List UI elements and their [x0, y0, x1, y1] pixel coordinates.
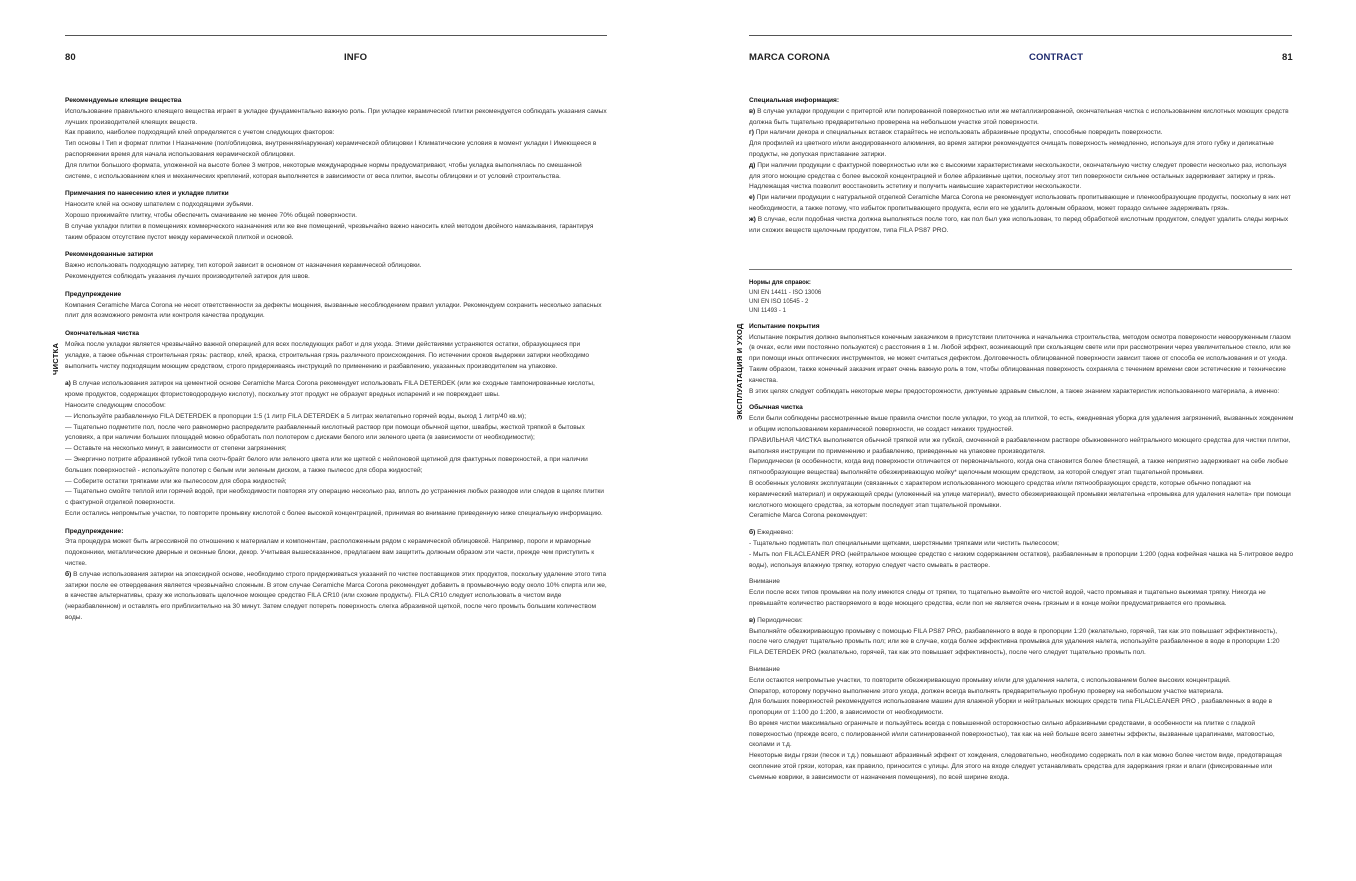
- norm-item: UNI EN ISO 10545 - 2: [749, 298, 809, 305]
- paragraph: Ceramiche Marca Corona рекомендует:: [749, 512, 868, 520]
- item-label: в): [749, 107, 756, 115]
- item-label: б): [749, 529, 756, 537]
- brand-name: MARCA CORONA: [749, 52, 831, 63]
- paragraph: [749, 215, 1294, 237]
- top-rule: [749, 35, 1292, 36]
- block-title: Примечания по нанесению клея и укладке плитки: [65, 190, 229, 198]
- item-label: ж): [749, 215, 756, 223]
- paragraph: В этих целях следует соблюдать некоторые меры предосторожности, диктуемые здравым смыслом, а также знанием характеристик использованного материала, а именно:: [749, 387, 1280, 395]
- block-title: Окончательная чистка: [65, 330, 140, 338]
- block-warning-2: [65, 527, 607, 570]
- paragraph: — Энергично потрите абразивной губкой типа скотч-брайт белого или зеленого цвета или же щеткой с нейлоновой щетиной для фактурных поверхностей, а при наличии больших поверхностей - используйте полотер с белым или зеленым диском, а также пылесос для сбора жидкостей;: [65, 455, 588, 474]
- paragraph: Использование правильного клеящего вещества играет в укладке фундаментально важную роль. При укладке керамической плитки рекомендуется соблюдать указания самых лучших производителей клеящих веществ.: [65, 107, 607, 126]
- paragraph: Для плитки большого формата, уложенной на высоте более 3 метров, некоторые международные нормы предусматривают, чтобы укладка выполнялась по смешанной системе, с использованием клея и механических креплений, которая выполняется в зависимости от веса плитки, высоты облицовки и от условий строительства.: [65, 161, 582, 180]
- paragraph: — Используйте разбавленную FILA DETERDEK в пропорции 1:5 (1 литр FILA DETERDEK в 5 литрах желательно горячей воды, выход 1 литр/40 кв.м);: [65, 412, 527, 420]
- paragraph: Компания Ceramiche Marca Corona не несет ответственности за дефекты мощения, вызванные несоблюдением правил укладки. Рекомендуем сохранить несколько запасных плит для возможного ремонта или контроля качества продукции.: [65, 301, 602, 320]
- block-title: Специальная информация:: [749, 97, 840, 104]
- paragraph: — Тщательно смойте теплой или горячей водой, при необходимости повторяя эту операцию несколько раз, вплоть до устранения любых разводов или следов в щелях плитки с фактурной отделкой поверхности.: [65, 488, 604, 507]
- item-text: При наличии продукции с натуральной отделкой Ceramiche Marca Corona не рекомендует использовать пропитывающие и пленкообразующие продукты, поскольку в них нет необходимости, а также потому, что избыток пропитывающего продукта, если его не удалить должным образом, может гораздо сильнее задерживать грязь.: [749, 194, 1291, 212]
- block-adhesive-notes: [65, 189, 607, 243]
- block-title: Испытание покрытия: [749, 322, 820, 330]
- item-label: в): [749, 616, 756, 624]
- item-text: В случае использования затирок на цементной основе Ceramiche Marca Corona рекомендует использовать FILA DETERDEK (или же сходные тампонированные кислоты, кроме продуктов, содержащих фтористоводородную кислоту), поскольку этот продукт не образует вредных испарений и не повреждает швы.: [65, 380, 595, 399]
- item-label: е): [749, 194, 755, 202]
- paragraph: Для больших поверхностей рекомендуется использование машин для влажной уборки и нейтральных моющих средств типа FILACLEANER PRO , разбавленных в воде в пропорции от 1:100 до 1:200, в зависимости от необходимости.: [749, 698, 1273, 717]
- item-text: Ежедневно:: [755, 529, 794, 537]
- paragraph: - Тщательно подметать пол специальными щетками, шерстяными тряпками или чистить пылесосом;: [749, 539, 1059, 547]
- block-title: Внимание: [749, 665, 780, 673]
- section-label: CONTRACT: [1029, 52, 1084, 63]
- section-header: INFO: [344, 52, 368, 63]
- paragraph: Оператор, которому поручено выполнение этого ухода, должен всегда выполнять предварительную пробную проверку на небольшом участке материала.: [749, 687, 1224, 695]
- block-grouts: [65, 250, 607, 282]
- paragraph: Выполняйте обезжиривающую промывку с помощью FILA PS87 PRO, разбавленного в воде в пропорции 1:20 (желательно, горячей, так как это повышает эффективность), после чего следует тщательно промыть пол; или же в случае, когда более эффективна промывка для удаления налета, используйте разбавленное в воде в пропорции 1:20 FILA DETERDEK PRO (желательно, горячей, так как это повышает эффективность), после чего следует тщательно промыть пол.: [749, 627, 1280, 657]
- paragraph: ПРАВИЛЬНАЯ ЧИСТКА выполняется обычной тряпкой или же губкой, смоченной в разбавленном растворе обыкновенного нейтрального моющего средства для чистки плитки, выполняя инструкции по применению и разбавлению, приведенные на упаковке производителя.: [749, 436, 1291, 455]
- page-number: 80: [65, 52, 76, 63]
- paragraph: Если после всех типов промывки на полу имеются следы от тряпки, то тщательно вымойте его чистой водой, часто промывая и тщательно выжимая тряпку. Никогда не превышайте количество растворяемого в воде моющего средства, если пол не является очень грязным и в конце мойки предусматривается его промывка.: [749, 589, 1266, 607]
- paragraph: - Мыть пол FILACLEANER PRO (нейтральное моющее средство с низким содержанием остатков), разбавленным в пропорции 1:200 (одна кофейная чашка на 5-литровое ведро воды), используя влажную тряпку, которую следует часто смывать в растворе.: [749, 550, 1294, 569]
- paragraph: — Тщательно подметите пол, после чего равномерно распределите разбавленный кислотный раствор при помощи обычной щетки, швабры, жесткой тряпкой в бытовых условиях, а при наличии больших площадей можно обработать пол полотером с дисками белого или зеленого цвета (в зависимости от необходимости);: [65, 423, 585, 442]
- paragraph: Рекомендуется соблюдать указания лучших производителей затирок для швов.: [65, 272, 310, 280]
- paragraph: Во время чистки максимально ограничьте и пользуйтесь всегда с повышенной осторожностью сильно абразивными средствами, в особенности на плитке с гладкой поверхностью (прежде всего, с полированной и/или сатинированной поверхностью), так как на ней больше всего заметны эффекты, вызванные царапинами, матовостью, сколами и т.д.: [749, 719, 1275, 749]
- item-label: а): [65, 380, 71, 388]
- block-attention-2: [749, 665, 1294, 719]
- item-text: В случае укладки продукции с притертой или полированной поверхностью или же металлизированной, окончательная чистка с использованием кислотных моющих средств должна быть тщательно предварительно проверена на небольшом участке этой поверхности.: [749, 107, 1289, 126]
- paragraph: [749, 161, 1294, 193]
- paragraph: [65, 379, 607, 401]
- paragraph: [749, 528, 1294, 539]
- item-text: Для профилей из цветного и/или анодированного алюминия, во время затирки рекомендуется очищать поверхность немедленно, используя для этого губку и деликатные продукты, не допуская приставание затирки.: [749, 140, 1274, 158]
- item-text: В случае, если подобная чистка должна выполняться после того, как пол был уже использован, то перед обработкой кислотным продуктом, следует удалить следы жирных или схожих веществ щелочным продуктом, типа FILA PS87 PRO.: [749, 215, 1289, 234]
- paragraph: — Оставьте на несколько минут, в зависимости от степени загрязнения;: [65, 445, 287, 453]
- side-tab-maintenance: ЭКСПЛУАТАЦИЯ И УХОД: [735, 323, 744, 420]
- page-number: 81: [1282, 52, 1293, 63]
- item-text: В случае использования затирки на эпоксидной основе, необходимо строго придерживаться указаний по чистке поставщиков этих продуктов, поскольку удаление этого типа затирки после ее отвердевания является чрезвычайно сложным. В этом случае Ceramiche Marca Corona рекомендует добавить в промывочную воду около 10% спирта или же, в качестве альтернативы, сразу же использовать щелочное моющее средство FILA CR10 (или схожие продукты). FILA CR10 следует использовать в чистом виде (неразбавленном) и оставлять его приблизительно на 30 минут. Затем следует потереть поверхность слегка абразивной щеткой, после чего промыть большим количеством воды.: [65, 570, 607, 622]
- block-final-cleaning: [65, 329, 607, 372]
- maintenance-column: [749, 278, 1294, 784]
- paragraph: Наносите следующим способом:: [65, 401, 166, 409]
- item-text: При наличии декора и специальных вставок старайтесь не использовать абразивные продукты, способные повредить поверхности.: [753, 129, 1163, 137]
- block-periodic: [749, 616, 1294, 659]
- block-title: Рекомендуемые клеящие вещества: [65, 97, 182, 104]
- paragraph: Некоторые виды грязи (песок и т.д.) повышают абразивный эффект от хождения, следовательно, необходимо содержать пол в как можно более чистом виде, предотвращая скопление этой грязи, которая, как правило, приносится с улицы. Для этого на входе следует устанавливать средства для задержания грязи и влаги (фиксированные или съемные коврики, в зависимости от назначения помещения), по всей ширине входа.: [749, 752, 1282, 781]
- paragraph: Как правило, наиболее подходящий клей определяется с учетом следующих факторов:: [65, 129, 335, 137]
- paragraph: Важно использовать подходящую затирку, тип которой зависит в основном от назначения керамической облицовки.: [65, 262, 422, 270]
- block-cement-grout: [65, 379, 607, 509]
- item-label: г): [749, 129, 754, 137]
- paragraph: [749, 193, 1294, 215]
- special-info-column: [749, 96, 1294, 236]
- norm-item: UNI EN 14411 - ISO 13006: [749, 289, 822, 296]
- section-divider: [749, 269, 1292, 270]
- paragraph: Испытание покрытия должно выполняться конечным заказчиком в присутствии плиточника и начальника строительства, методом осмотра поверхности невооруженным глазом (в очках, если ими постоянно пользуются) с расстояния в 1 м. Любой эффект, возникающий при скользящем свете или при рассмотрении через увеличительное стекло, или же при помощи иных оптических инструментов, не может считаться дефектом. Долговечность облицованной поверхности зависит также от способа ее использования и от ухода. Таким образом, также конечный заказчик играет очень важную роль в том, чтобы облицованная поверхность сохраняла с течением времени свои эстетические и технические качества.: [749, 333, 1291, 384]
- item-text: При наличии продукции с фактурной поверхностью или же с высокими характеристиками нескользкости, окончательную чистку следует провести несколько раз, используя для этого моющие средства с более высокой концентрацией и более абразивные щетки, поскольку этот тип поверхности сильнее остальных задерживает затирку и грязь. Надлежащая чистка позволит восстановить эстетику и получить наивысшие характеристики нескользкости.: [749, 161, 1287, 191]
- paragraph: [749, 107, 1294, 129]
- paragraph: Периодически (в особенности, когда вид поверхности отличается от первоначального, когда она становится более блестящей, а также неприятно задерживает на себе любые пятнообразующие вещества) выполняйте обезжиривающую мойку* щелочным моющим средством, за которой следует этап тщательной промывки.: [749, 458, 1289, 477]
- paragraph: Если остались непромытые участки, то повторите промывку кислотой с более высокой концентрацией, принимая во внимание приведенную ниже специальную информацию.: [65, 509, 603, 517]
- paragraph: Если остаются непромытые участки, то повторите обезжиривающую промывку и/или для удаления налета, с использованием более высоких концентраций.: [749, 676, 1231, 684]
- item-label: б): [65, 570, 72, 578]
- paragraph: — Соберите остатки тряпками или же пылесосом для сбора жидкостей;: [65, 477, 287, 485]
- paragraph: [749, 128, 1294, 139]
- block-norms: [749, 278, 1294, 316]
- block-title: Внимание: [749, 578, 780, 586]
- block-daily: [749, 528, 1294, 571]
- block-regular-cleaning: [749, 403, 1294, 511]
- block-warning: [65, 290, 607, 322]
- paragraph: [749, 139, 1294, 161]
- block-title: Обычная чистка: [749, 404, 803, 412]
- paragraph: Если были соблюдены рассмотренные выше правила очистки после укладки, то уход за плиткой, то есть, ежедневная уборка для удаления загрязнений, вызванных хождением и общим использованием керамической поверхности, не создаст никаких трудностей.: [749, 415, 1294, 433]
- block-title: Предупреждение:: [65, 527, 124, 535]
- norm-item: UNI 11493 - 1: [749, 307, 786, 314]
- block-adhesives: [65, 96, 607, 182]
- paragraph: [749, 616, 1294, 627]
- paragraph: [65, 570, 607, 624]
- top-rule: [65, 35, 607, 36]
- paragraph: В случае укладки плитки в помещениях коммерческого назначения или же вне помещений, чрезвычайно важно наносить клей методом двойного намазывания, гарантируя таким образом отсутствие пустот между керамической плиткой и основой.: [65, 222, 594, 241]
- block-title: Нормы для справок:: [749, 280, 811, 286]
- right-page: [678, 0, 1356, 881]
- paragraph: Хорошо прижимайте плитку, чтобы обеспечить смачивание не менее 70% общей поверхности.: [65, 211, 357, 219]
- left-text-column: [65, 96, 607, 624]
- paragraph: Наносите клей на основу шпателем с подходящими зубьями.: [65, 201, 254, 209]
- block-attention: [749, 577, 1294, 609]
- block-inspection: [749, 322, 1294, 398]
- item-text: Периодически:: [755, 616, 803, 624]
- side-tab-cleaning: ЧИСТКА: [51, 342, 60, 375]
- paragraph: Мойка после укладки является чрезвычайно важной операцией для всех последующих работ и для ухода. Этими действиями устраняются остатки, образующиеся при укладке, а также обычная строительная грязь: раствор, клей, краска, строительная грязь различного происхождения. По истечении сроков выдержки затирки необходимо выполнить чистку подходящим моющим средством, строго придерживаясь инструкций по применению и разбавлению, указанных производителем на упаковке.: [65, 340, 590, 370]
- item-label: д): [749, 161, 756, 169]
- paragraph: Тип основы I Тип и формат плитки I Назначение (пол/облицовка, внутренняя/наружная) керамической облицовки I Климатические условия в момент укладки I Имеющееся в распоряжении время для начала использования керамической облицовки.: [65, 140, 597, 158]
- paragraph: Эта процедура может быть агрессивной по отношению к материалам и компонентам, расположенным рядом с керамической облицовкой. Например, пороги и мраморные подоконники, металлические дверные и оконные блоки, декор. Учитывая вышесказанное, предлагаем вам защитить должным образом эти части, прежде чем приступить к чистке.: [65, 538, 595, 568]
- block-title: Рекомендованные затирки: [65, 251, 154, 259]
- block-title: Предупреждение: [65, 290, 122, 298]
- paragraph: В особенных условиях эксплуатации (связанных с характером использованного моющего средства и/или пятнообразующих средств, которые обычно попадают на керамический материал) и окружающей среды (уложенный на улице материал), вместо обезжиривающей промывки желательна «промывка для удаления налета» при помощи кислотного моющего средства, за которым последует этап тщательной промывки.: [749, 479, 1291, 509]
